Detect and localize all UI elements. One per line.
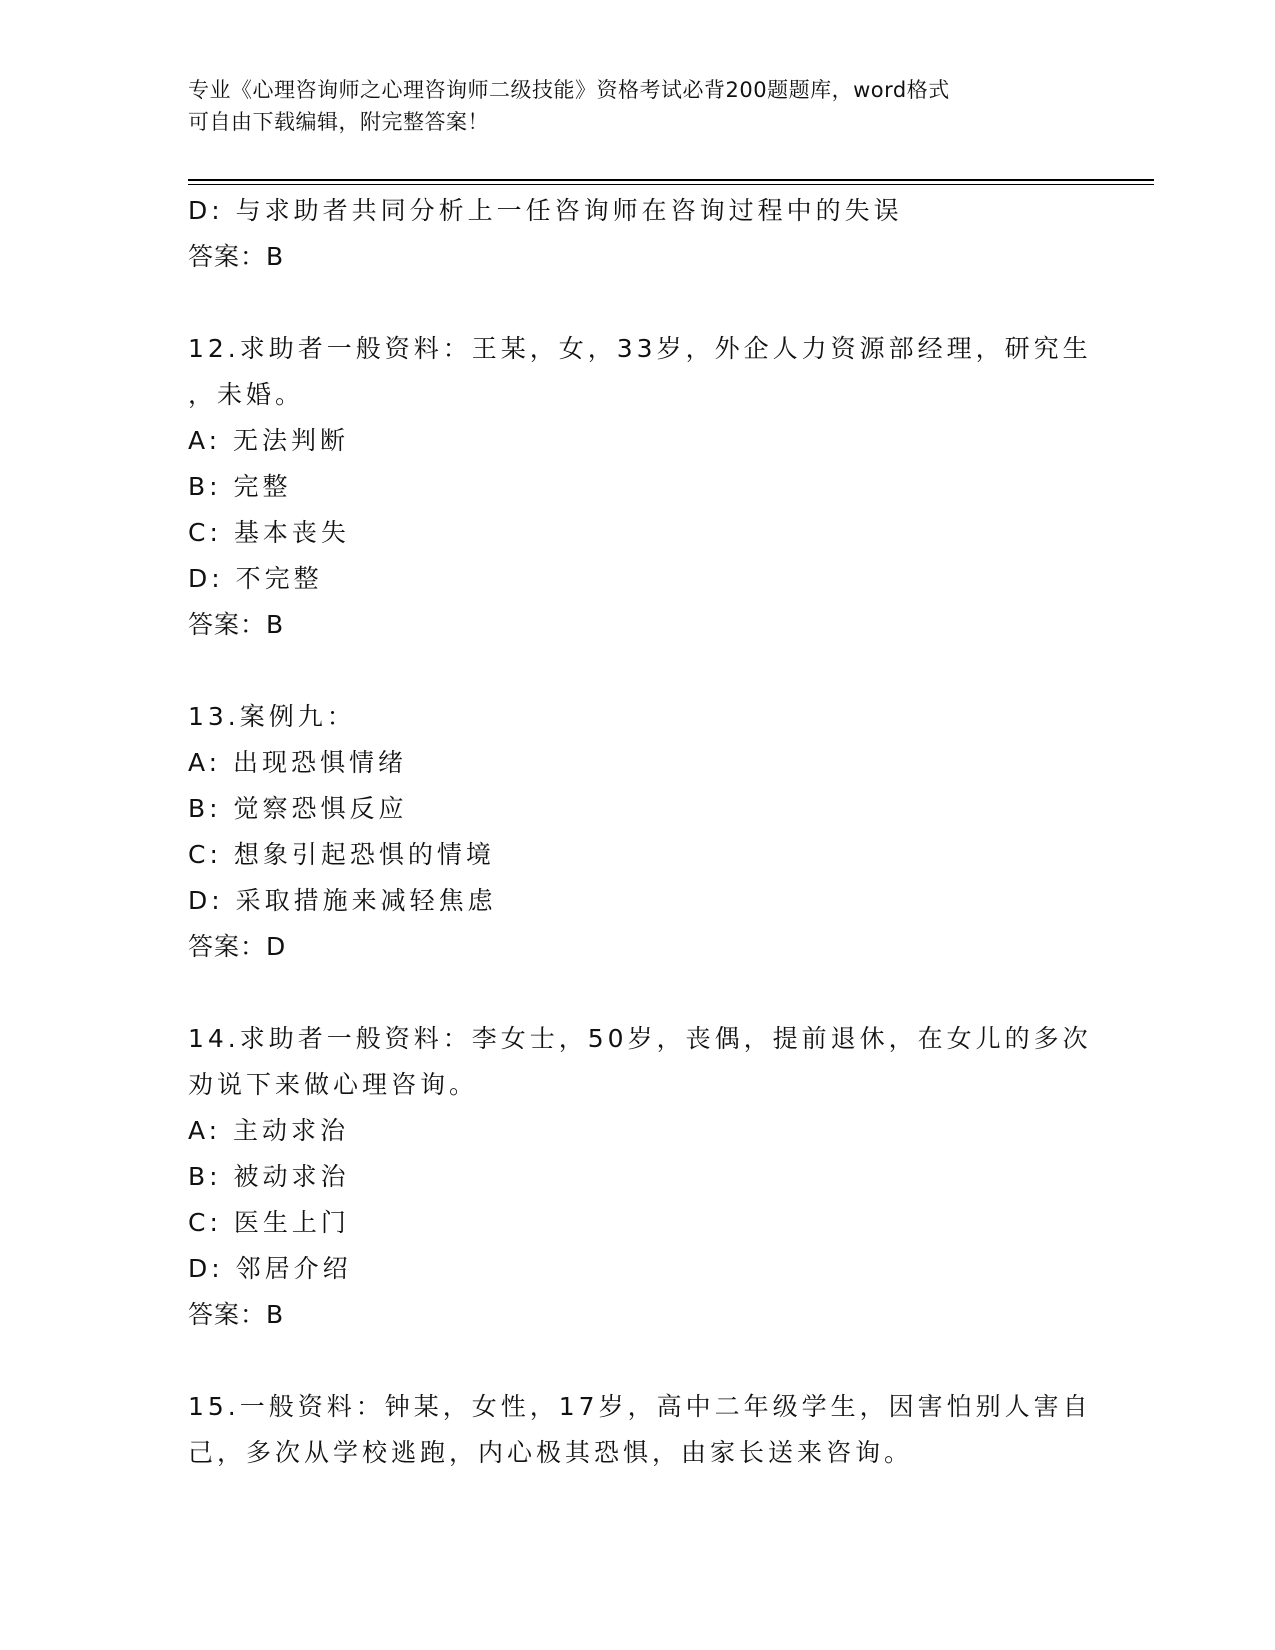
header-title-line-2: 可自由下载编辑，附完整答案！ — [188, 110, 489, 134]
question-13-option-a: A: 出现恐惧情绪 — [188, 748, 408, 777]
header-divider-thin — [188, 184, 1154, 185]
question-14-option-c: C: 医生上门 — [188, 1208, 350, 1237]
question-12-option-b: B: 完整 — [188, 472, 292, 501]
question-14-option-d: D: 邻居介绍 — [188, 1254, 352, 1283]
question-13-answer: 答案：D — [188, 932, 287, 961]
question-13-option-b: B: 觉察恐惧反应 — [188, 794, 408, 823]
question-15-stem-line-1: 15.一般资料：钟某，女性，17岁，高中二年级学生，因害怕别人害自 — [188, 1392, 1092, 1421]
question-14-stem-line-1: 14.求助者一般资料：李女士，50岁，丧偶，提前退休，在女儿的多次 — [188, 1024, 1092, 1053]
question-12 — [188, 326, 1092, 648]
question-11-option-d: D: 与求助者共同分析上一任咨询师在咨询过程中的失误 — [188, 196, 903, 225]
question-13-stem-line-1: 13.案例九： — [188, 702, 356, 731]
question-13-option-c: C: 想象引起恐惧的情境 — [188, 840, 495, 869]
question-13 — [188, 694, 1088, 970]
question-12-option-c: C: 基本丧失 — [188, 518, 350, 547]
question-12-stem-line-2: ，未婚。 — [188, 380, 305, 409]
question-13-option-d: D: 采取措施来减轻焦虑 — [188, 886, 497, 915]
question-15-stem-line-2: 己，多次从学校逃跑，内心极其恐惧，由家长送来咨询。 — [188, 1438, 914, 1467]
question-14-answer: 答案：B — [188, 1300, 285, 1329]
document-header — [188, 74, 1088, 138]
question-14-option-a: A: 主动求治 — [188, 1116, 350, 1145]
spacer — [188, 280, 1088, 326]
header-divider-thick — [188, 179, 1154, 181]
question-12-option-d: D: 不完整 — [188, 564, 323, 593]
spacer — [188, 1338, 1088, 1384]
question-14-stem-line-2: 劝说下来做心理咨询。 — [188, 1070, 479, 1099]
question-14 — [188, 1016, 1092, 1338]
question-11-answer: 答案：B — [188, 242, 285, 271]
question-12-answer: 答案：B — [188, 610, 285, 639]
question-15 — [188, 1384, 1092, 1476]
question-12-option-a: A: 无法判断 — [188, 426, 350, 455]
header-title-line-1: 专业《心理咨询师之心理咨询师二级技能》资格考试必背200题题库，word格式 — [188, 78, 950, 102]
question-14-option-b: B: 被动求治 — [188, 1162, 350, 1191]
spacer — [188, 648, 1088, 694]
spacer — [188, 970, 1088, 1016]
document-body — [188, 188, 1092, 1476]
question-12-stem-line-1: 12.求助者一般资料：王某，女，33岁，外企人力资源部经理，研究生 — [188, 334, 1092, 363]
